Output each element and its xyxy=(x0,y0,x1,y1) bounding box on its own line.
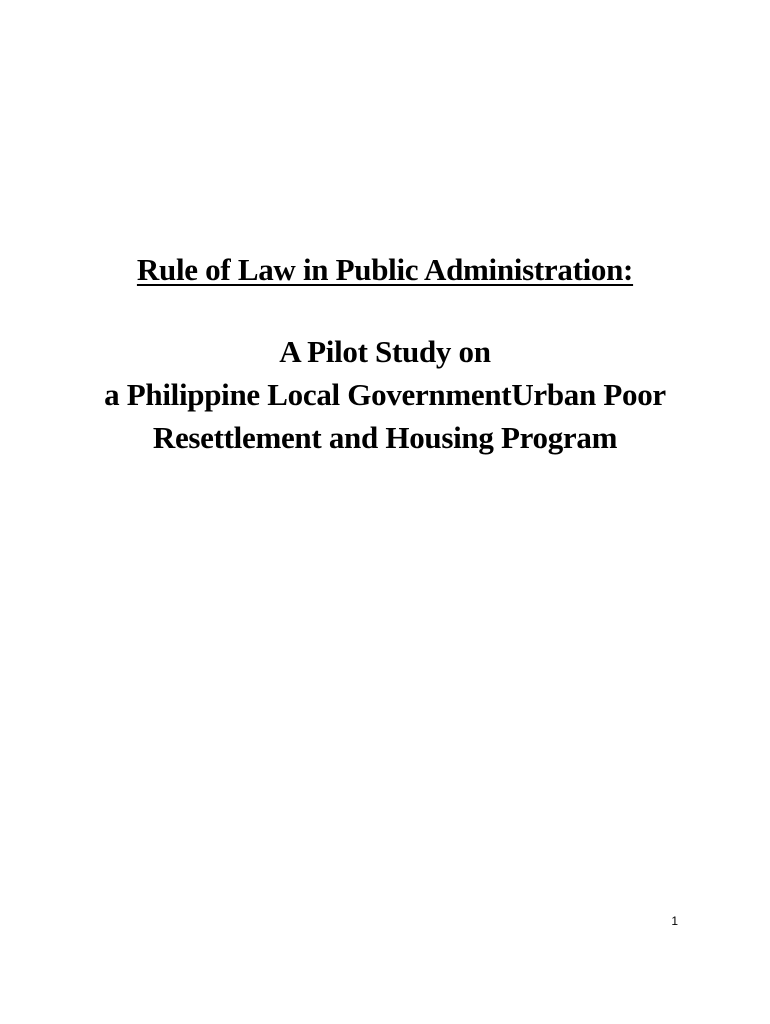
subtitle-line-3: Resettlement and Housing Program xyxy=(152,420,618,455)
document-title: Rule of Law in Public Administration: xyxy=(136,252,634,287)
document-subtitle xyxy=(0,330,770,459)
subtitle-line-2: a Philippine Local GovernmentUrban Poor xyxy=(104,377,666,412)
title-block xyxy=(0,250,770,459)
subtitle-line-1: A Pilot Study on xyxy=(279,334,491,369)
page-number: 1 xyxy=(671,914,678,928)
